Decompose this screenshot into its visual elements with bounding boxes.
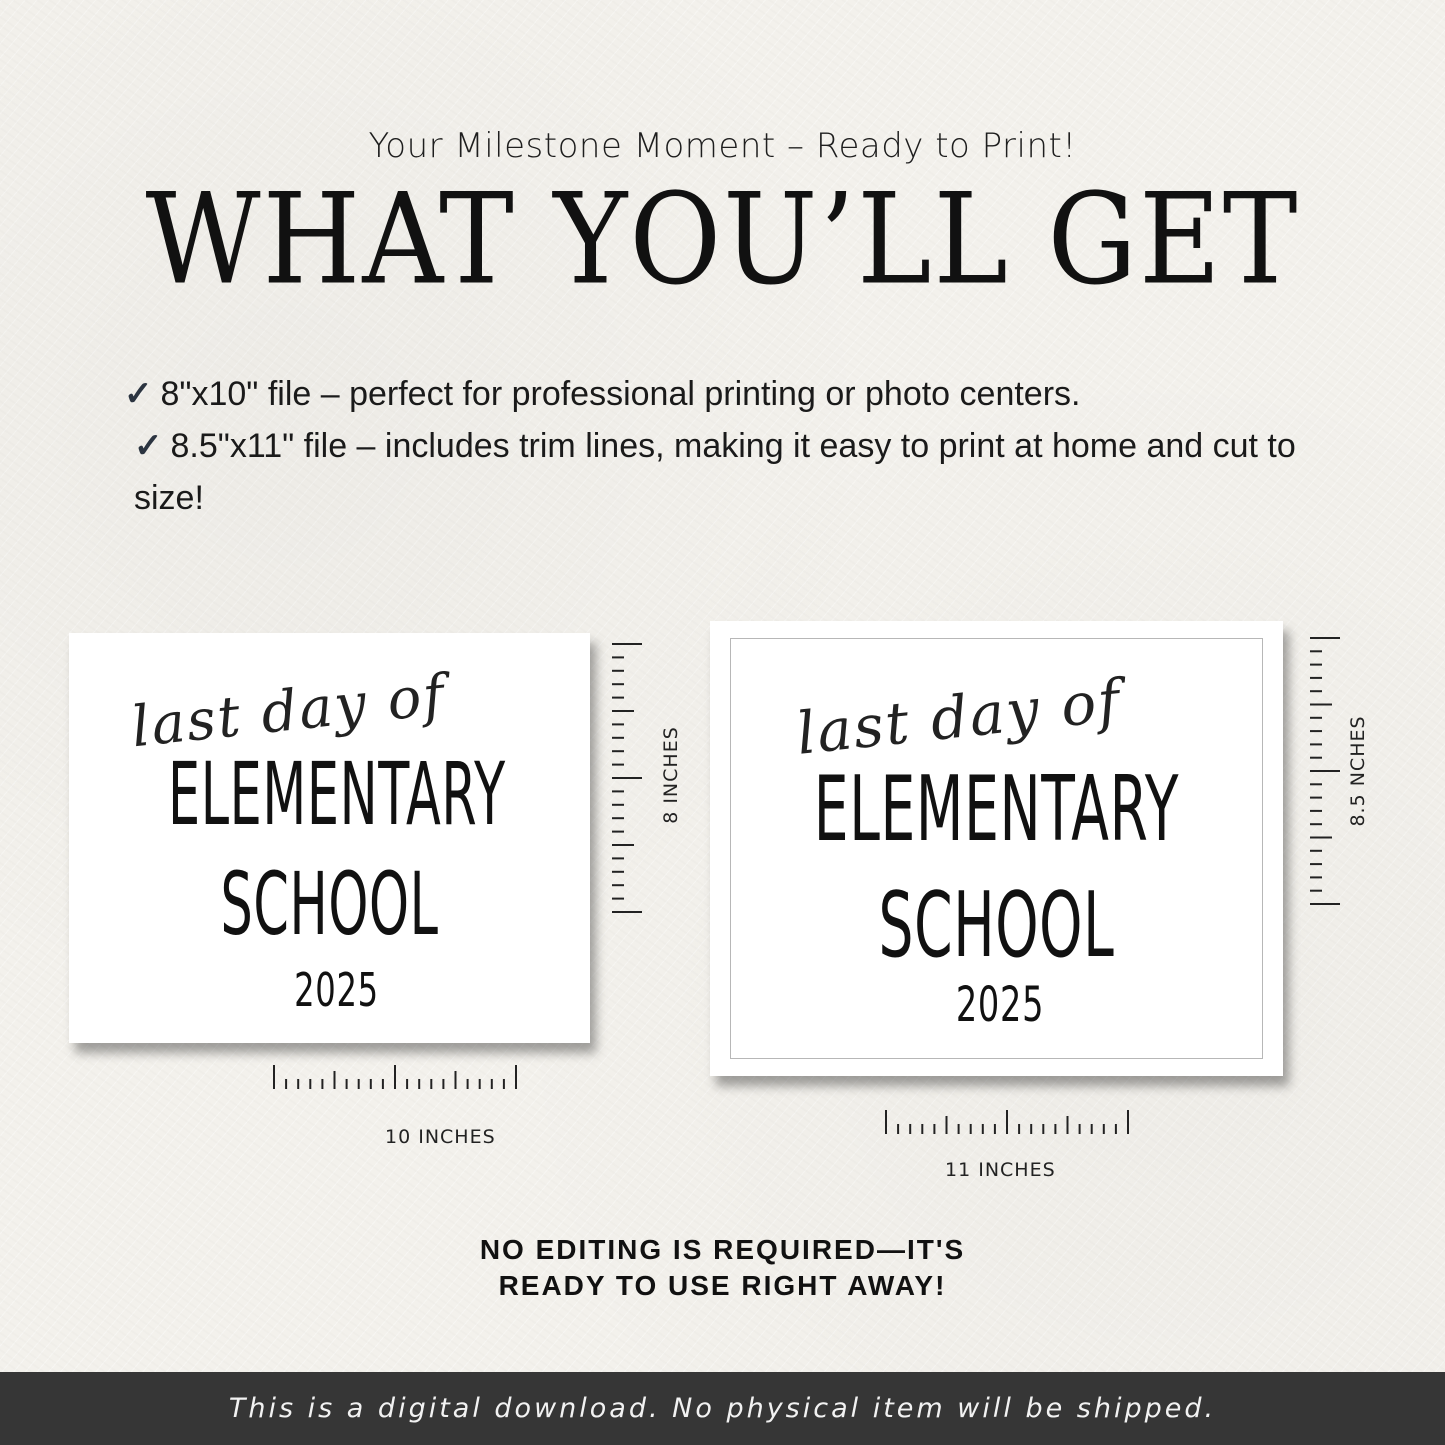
sign-artwork bbox=[710, 621, 1283, 1076]
subtitle: Your Milestone Moment – Ready to Print! bbox=[368, 126, 1077, 166]
sign-line-school: SCHOOL bbox=[878, 873, 1115, 978]
width-label-large: 11 INCHES bbox=[945, 1159, 1056, 1181]
preview-card-8x10 bbox=[69, 633, 590, 1043]
sign-line-elementary: ELEMENTARY bbox=[167, 745, 506, 845]
preview-card-8-5x11 bbox=[710, 621, 1283, 1076]
sign-script-text: last day of bbox=[128, 662, 449, 761]
sign-line-school: SCHOOL bbox=[220, 855, 439, 955]
checkmark-icon: ✓ bbox=[134, 427, 163, 465]
horizontal-ruler-small bbox=[272, 1063, 518, 1091]
no-editing-note bbox=[0, 1232, 1445, 1304]
feature-item-8x10 bbox=[124, 368, 1324, 420]
feature-list bbox=[124, 368, 1324, 524]
vertical-ruler-small bbox=[610, 642, 644, 914]
footer-banner bbox=[0, 1372, 1445, 1445]
height-label-large: 8.5 NCHES bbox=[1347, 715, 1369, 827]
note-line-2: READY TO USE RIGHT AWAY! bbox=[498, 1270, 947, 1301]
width-label-small: 10 INCHES bbox=[385, 1126, 496, 1148]
sign-artwork bbox=[69, 633, 590, 1043]
horizontal-ruler-large bbox=[884, 1108, 1130, 1136]
note-line-1: NO EDITING IS REQUIRED—IT'S bbox=[479, 1234, 966, 1265]
footer-disclaimer: This is a digital download. No physical item will be shipped. bbox=[228, 1393, 1217, 1424]
checkmark-icon: ✓ bbox=[124, 375, 153, 413]
feature-text: 8"x10" file – perfect for professional printing or photo centers. bbox=[160, 375, 1081, 413]
sign-year: 2025 bbox=[294, 963, 379, 1017]
sign-year: 2025 bbox=[955, 977, 1045, 1033]
vertical-ruler-large bbox=[1308, 636, 1342, 906]
sign-script-text: last day of bbox=[793, 666, 1125, 768]
feature-item-8-5x11 bbox=[124, 420, 1324, 524]
height-label-small: 8 INCHES bbox=[660, 726, 682, 824]
page-title: WHAT YOU’LL GET bbox=[145, 167, 1300, 313]
sign-line-elementary: ELEMENTARY bbox=[813, 757, 1180, 862]
feature-text: 8.5"x11" file – includes trim lines, making it easy to print at home and cut to size! bbox=[134, 427, 1296, 517]
